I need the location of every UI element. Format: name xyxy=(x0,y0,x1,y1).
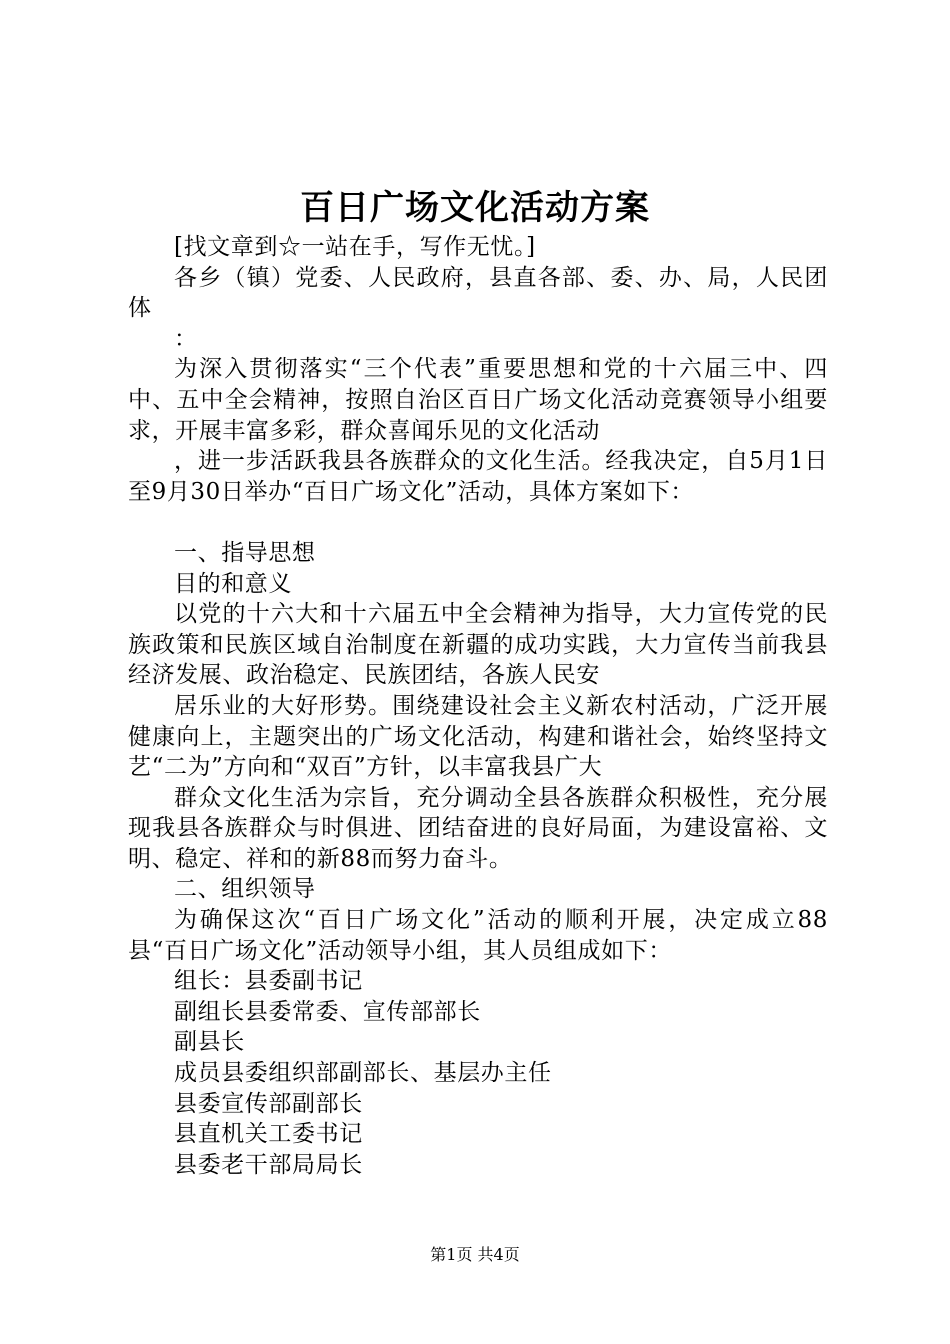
blank-line xyxy=(128,507,828,538)
guiding-paragraph-final: 群众文化生活为宗旨，充分调动全县各族群众积极性，充分展现我县各族群众与时俱进、团结奋进的良好局面，为建设富裕、文明、稳定、祥和的新88而努力奋斗。 xyxy=(128,784,828,872)
member-line: 组长：县委副书记 xyxy=(174,968,363,995)
page-title: 百日广场文化活动方案 xyxy=(300,188,650,228)
section-heading-guiding-thought: 一、指导思想 xyxy=(174,539,316,566)
intro-paragraph-continued: ，进一步活跃我县各族群众的文化生活。经我决定，自5月1日至9月30日举办“百日广场文化”活动，具体方案如下： xyxy=(128,448,828,505)
source-note: [找文章到☆一站在手，写作无忧。] xyxy=(174,234,536,260)
guiding-paragraph: 以党的十六大和十六届五中全会精神为指导，大力宣传党的民族政策和民族区域自治制度在新疆的成功实践，大力宣传当前我县经济发展、政治稳定、民族团结，各族人民安 xyxy=(128,601,828,689)
addressee-colon: ： xyxy=(174,325,198,352)
member-line: 副组长县委常委、宣传部部长 xyxy=(174,998,481,1025)
intro-paragraph: 为深入贯彻落实“三个代表”重要思想和党的十六届三中、四中、五中全会精神，按照自治区百日广场文化活动竞赛领导小组要求，开展丰富多彩，群众喜闻乐见的文化活动 xyxy=(128,356,828,444)
member-line: 县委宣传部副部长 xyxy=(174,1090,363,1117)
addressee: 各乡（镇）党委、人民政府，县直各部、委、办、局，人民团体 xyxy=(128,264,828,322)
page-number: 第1页 共4页 xyxy=(430,1245,520,1264)
member-line: 成员县委组织部副部长、基层办主任 xyxy=(174,1060,552,1087)
organization-paragraph: 为确保这次“百日广场文化”活动的顺利开展，决定成立88县“百日广场文化”活动领导小组，其人员组成如下： xyxy=(128,907,828,964)
document-body xyxy=(128,232,828,1180)
guiding-paragraph-continued: 居乐业的大好形势。围绕建设社会主义新农村活动，广泛开展健康向上，主题突出的广场文化活动，构建和谐社会，始终坚持文艺“二为”方向和“双百”方针，以丰富我县广大 xyxy=(128,692,828,781)
member-line: 县委老干部局局长 xyxy=(174,1151,363,1178)
member-line: 副县长 xyxy=(174,1029,245,1056)
section-heading-organization: 二、组织领导 xyxy=(174,876,316,903)
subheading-purpose: 目的和意义 xyxy=(174,570,292,597)
member-line: 县直机关工委书记 xyxy=(174,1121,363,1148)
